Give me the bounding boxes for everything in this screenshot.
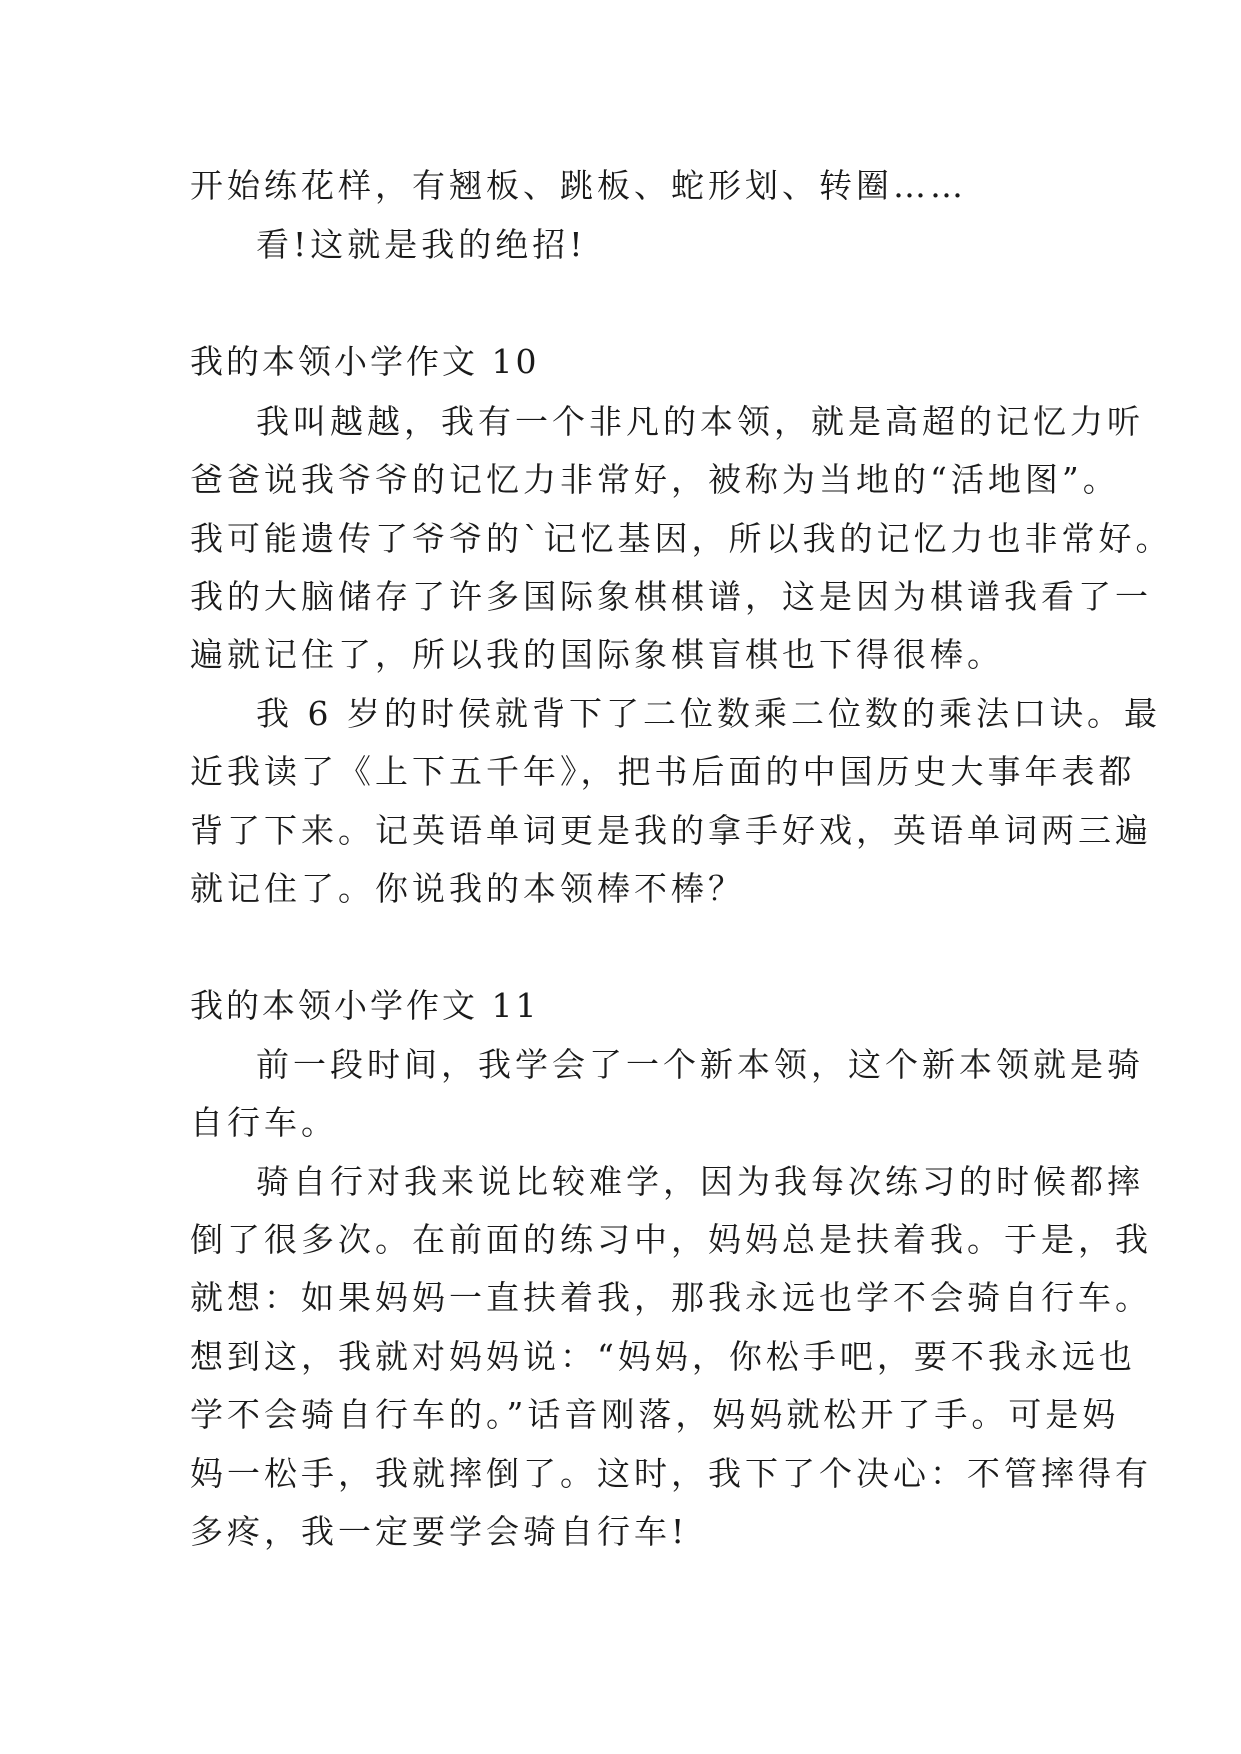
intro-line-1: 开始练花样，有翘板、跳板、蛇形划、转圈…… [190,166,967,205]
essay-10-line-7: 近我读了《上下五千年》，把书后面的中国历史大事年表都 [190,752,1136,791]
essay-11-line-3: 骑自行对我来说比较难学，因为我每次练习的时候都摔 [256,1162,1144,1201]
essay-11-line-7: 学不会骑自行车的。”话音刚落，妈妈就松开了手。可是妈 [190,1395,1120,1434]
essay-11-line-6: 想到这，我就对妈妈说：“妈妈，你松手吧，要不我永远也 [190,1337,1136,1376]
essay-10-line-4: 我的大脑储存了许多国际象棋棋谱，这是因为棋谱我看了一 [190,577,1152,616]
essay-11-line-2: 自行车。 [190,1103,338,1142]
essay-11-line-4: 倒了很多次。在前面的练习中，妈妈总是扶着我。于是，我 [190,1220,1152,1259]
essay-10-line-9: 就记住了。你说我的本领棒不棒？ [190,869,745,908]
essay-10-line-5: 遍就记住了，所以我的国际象棋盲棋也下得很棒。 [190,635,1004,674]
essay-11-line-1: 前一段时间，我学会了一个新本领，这个新本领就是骑 [256,1045,1144,1084]
essay-10-line-3: 我可能遗传了爷爷的`记忆基因，所以我的记忆力也非常好。 [190,519,1173,558]
essay-10-line-6: 我 6 岁的时侯就背下了二位数乘二位数的乘法口诀。最 [256,694,1161,733]
essay-11-line-9: 多疼，我一定要学会骑自行车! [190,1512,689,1551]
essay-10-line-8: 背了下来。记英语单词更是我的拿手好戏，英语单词两三遍 [190,811,1152,850]
essay-10-line-2: 爸爸说我爷爷的记忆力非常好，被称为当地的“活地图”。 [190,460,1120,499]
essay-11-line-5: 就想：如果妈妈一直扶着我，那我永远也学不会骑自行车。 [190,1278,1152,1317]
essay-10-line-1: 我叫越越，我有一个非凡的本领，就是高超的记忆力听 [256,402,1144,441]
essay-10-heading: 我的本领小学作文 10 [190,342,540,381]
essay-11-line-8: 妈一松手，我就摔倒了。这时，我下了个决心：不管摔得有 [190,1454,1152,1493]
essay-11-heading: 我的本领小学作文 11 [190,986,540,1025]
intro-line-2: 看!这就是我的绝招! [256,225,587,264]
